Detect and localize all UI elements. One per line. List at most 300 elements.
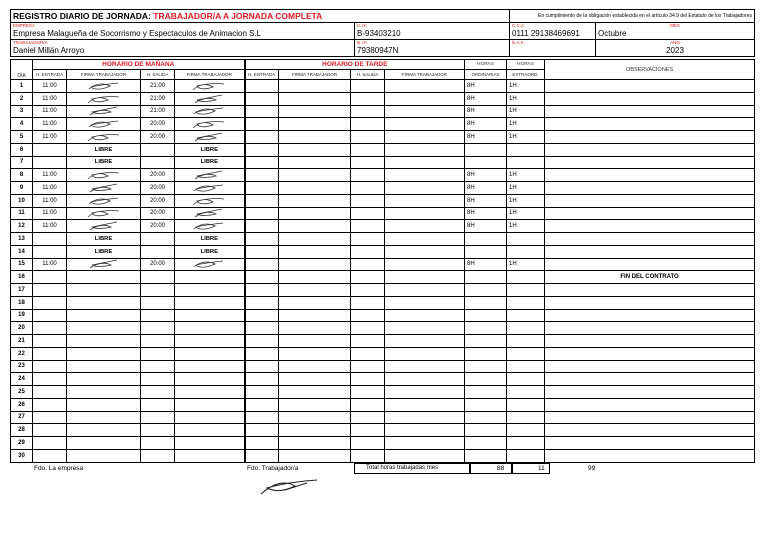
observaciones-cell (545, 105, 755, 118)
t-firma2-cell (385, 398, 465, 411)
extraord-cell (507, 322, 545, 335)
firma-entrada-cell (67, 296, 141, 309)
h-entrada-cell: 11:00 (33, 92, 67, 105)
firma-entrada-cell (67, 220, 141, 233)
extraord-cell: 1H (507, 169, 545, 182)
cif-value: B-93403210 (357, 29, 401, 38)
libre-cell: LIBRE (175, 143, 245, 156)
firma-salida-cell (175, 105, 245, 118)
table-row (11, 309, 755, 322)
dia-cell: 29 (11, 437, 33, 450)
h-entrada-cell (33, 449, 67, 462)
firma-entrada-cell (67, 437, 141, 450)
mes-value: Octubre (598, 29, 627, 38)
observaciones-cell (545, 143, 755, 156)
extraord-cell (507, 233, 545, 246)
t-salida-cell (351, 373, 385, 386)
nif-value: 79380947N (357, 46, 399, 55)
ccc-value: 0111 29138469691 (512, 29, 580, 38)
extraord-cell (507, 156, 545, 169)
table-row (11, 220, 755, 233)
ordinarias-cell: 8H (465, 182, 507, 195)
nif-cell: N.I.F. 79380947N (355, 40, 510, 57)
col-ordinarias: ORDINARIAS (465, 70, 507, 80)
firma-entrada-cell (67, 386, 141, 399)
observaciones-cell (545, 296, 755, 309)
col-group-horas: HORAS (465, 60, 507, 70)
dia-cell: 27 (11, 411, 33, 424)
t-entrada-cell (245, 309, 279, 322)
observaciones-cell (545, 207, 755, 220)
t-firma2-cell (385, 194, 465, 207)
h-entrada-cell: 11:00 (33, 194, 67, 207)
firma-salida-cell (175, 437, 245, 450)
firma-salida-cell (175, 118, 245, 131)
firma-entrada-cell (67, 309, 141, 322)
t-firma2-cell (385, 386, 465, 399)
t-firma-cell (279, 92, 351, 105)
ordinarias-cell (465, 437, 507, 450)
h-salida-cell: 20:00 (141, 207, 175, 220)
t-salida-cell (351, 296, 385, 309)
t-firma2-cell (385, 131, 465, 144)
h-entrada-cell: 11:00 (33, 131, 67, 144)
t-firma2-cell (385, 373, 465, 386)
col-firma-2: FIRMA TRABAJADOR (175, 70, 245, 80)
t-firma-cell (279, 449, 351, 462)
dia-cell: 11 (11, 207, 33, 220)
t-firma-cell (279, 411, 351, 424)
dia-cell: 4 (11, 118, 33, 131)
t-salida-cell (351, 118, 385, 131)
t-salida-cell (351, 386, 385, 399)
extraord-cell: 1H (507, 207, 545, 220)
trabajador-value: Daniel Millán Arroyo (13, 46, 85, 55)
ordinarias-cell (465, 335, 507, 348)
firma-entrada-cell (67, 271, 141, 284)
ordinarias-cell (465, 156, 507, 169)
table-row (11, 424, 755, 437)
h-entrada-cell: 11:00 (33, 220, 67, 233)
t-entrada-cell (245, 347, 279, 360)
t-firma2-cell (385, 143, 465, 156)
libre-cell: LIBRE (175, 245, 245, 258)
extraord-cell (507, 449, 545, 462)
firma-entrada-cell (67, 322, 141, 335)
ordinarias-cell (465, 347, 507, 360)
ordinarias-cell (465, 309, 507, 322)
ordinarias-cell: 8H (465, 131, 507, 144)
table-row (11, 143, 755, 156)
firma-entrada-cell (67, 92, 141, 105)
t-salida-cell (351, 449, 385, 462)
t-firma2-cell (385, 309, 465, 322)
h-salida-cell (141, 156, 175, 169)
h-salida-cell (141, 271, 175, 284)
footer (10, 463, 754, 497)
table-row (11, 411, 755, 424)
extraord-cell: 1H (507, 92, 545, 105)
table-row (11, 284, 755, 297)
table-row (11, 437, 755, 450)
anio-value: 2023 (666, 46, 684, 55)
h-salida-cell: 21:00 (141, 105, 175, 118)
ordinarias-cell: 8H (465, 169, 507, 182)
dia-cell: 9 (11, 182, 33, 195)
firma-entrada-cell (67, 207, 141, 220)
h-entrada-cell (33, 373, 67, 386)
t-salida-cell (351, 182, 385, 195)
firma-entrada-cell (67, 194, 141, 207)
t-firma-cell (279, 118, 351, 131)
observaciones-cell (545, 347, 755, 360)
h-salida-cell: 20:00 (141, 169, 175, 182)
dia-cell: 23 (11, 360, 33, 373)
extraord-cell (507, 424, 545, 437)
h-salida-cell (141, 360, 175, 373)
t-firma2-cell (385, 207, 465, 220)
col-group-tarde: HORARIO DE TARDE (245, 60, 465, 70)
observaciones-cell (545, 373, 755, 386)
col-extraord: EXTRAORD. (507, 70, 545, 80)
table-row (11, 398, 755, 411)
ordinarias-cell: 8H (465, 194, 507, 207)
t-firma2-cell (385, 233, 465, 246)
libre-cell: LIBRE (67, 143, 141, 156)
ccc-cell: C.C.C. 0111 29138469691 (510, 23, 596, 40)
t-firma-cell (279, 271, 351, 284)
h-entrada-cell: 11:00 (33, 258, 67, 271)
h-salida-cell: 20:00 (141, 258, 175, 271)
t-entrada-cell (245, 220, 279, 233)
extraord-cell: 1H (507, 258, 545, 271)
t-firma2-cell (385, 449, 465, 462)
firma-entrada-cell (67, 373, 141, 386)
observaciones-cell (545, 437, 755, 450)
observaciones-cell (545, 424, 755, 437)
h-entrada-cell (33, 233, 67, 246)
t-firma-cell (279, 220, 351, 233)
firma-salida-cell (175, 309, 245, 322)
t-firma-cell (279, 143, 351, 156)
t-salida-cell (351, 347, 385, 360)
extraord-cell (507, 360, 545, 373)
t-firma-cell (279, 347, 351, 360)
col-h-salida: H. SALIDA (141, 70, 175, 80)
firma-entrada-cell (67, 258, 141, 271)
dia-cell: 6 (11, 143, 33, 156)
t-entrada-cell (245, 271, 279, 284)
t-firma-cell (279, 245, 351, 258)
signature-icon (67, 81, 140, 91)
table-row (11, 182, 755, 195)
firma-entrada-cell (67, 169, 141, 182)
t-firma-cell (279, 258, 351, 271)
dia-cell: 25 (11, 386, 33, 399)
firma-entrada-cell (67, 398, 141, 411)
col-t-firma: FIRMA TRABAJADOR (279, 70, 351, 80)
t-entrada-cell (245, 296, 279, 309)
signature-icon (67, 119, 140, 129)
dia-cell: 30 (11, 449, 33, 462)
h-entrada-cell (33, 143, 67, 156)
h-salida-cell (141, 296, 175, 309)
firma-salida-cell (175, 335, 245, 348)
ordinarias-cell: 8H (465, 118, 507, 131)
observaciones-cell (545, 322, 755, 335)
total-ord-box (470, 463, 512, 474)
table-row (11, 80, 755, 93)
observaciones-cell (545, 220, 755, 233)
t-entrada-cell (245, 284, 279, 297)
t-salida-cell (351, 284, 385, 297)
t-salida-cell (351, 309, 385, 322)
dia-cell: 16 (11, 271, 33, 284)
t-firma2-cell (385, 424, 465, 437)
t-entrada-cell (245, 411, 279, 424)
t-firma-cell (279, 296, 351, 309)
col-t-entrada: H. ENTRADA (245, 70, 279, 80)
observaciones-cell (545, 309, 755, 322)
dia-cell: 3 (11, 105, 33, 118)
extraord-cell (507, 271, 545, 284)
table-row (11, 296, 755, 309)
mes-cell: MES Octubre (596, 23, 755, 40)
signature-icon (67, 94, 140, 104)
t-entrada-cell (245, 105, 279, 118)
firma-salida-cell (175, 92, 245, 105)
signature-icon (67, 221, 140, 231)
h-entrada-cell (33, 271, 67, 284)
h-entrada-cell (33, 398, 67, 411)
h-salida-cell (141, 322, 175, 335)
col-group-horas-extra: HORAS (507, 60, 545, 70)
worker-final-signature (255, 477, 325, 499)
ordinarias-cell (465, 271, 507, 284)
header-table (10, 9, 755, 57)
table-row (11, 271, 755, 284)
extraord-cell: 1H (507, 80, 545, 93)
h-salida-cell (141, 449, 175, 462)
h-salida-cell: 20:00 (141, 220, 175, 233)
firma-salida-cell (175, 398, 245, 411)
t-salida-cell (351, 233, 385, 246)
signature-icon (175, 81, 244, 91)
t-entrada-cell (245, 322, 279, 335)
observaciones-cell (545, 92, 755, 105)
naf-cell: N.A.F. (510, 40, 596, 57)
ordinarias-cell: 8H (465, 105, 507, 118)
firma-entrada-cell (67, 284, 141, 297)
table-row (11, 156, 755, 169)
firma-salida-cell (175, 220, 245, 233)
signature-icon (67, 170, 140, 180)
firma-entrada-cell (67, 182, 141, 195)
signature-icon (67, 259, 140, 269)
table-row (11, 245, 755, 258)
t-entrada-cell (245, 233, 279, 246)
h-entrada-cell: 11:00 (33, 182, 67, 195)
observaciones-cell (545, 182, 755, 195)
dia-cell: 12 (11, 220, 33, 233)
libre-cell: LIBRE (67, 156, 141, 169)
observaciones-cell (545, 398, 755, 411)
t-entrada-cell (245, 373, 279, 386)
dia-cell: 21 (11, 335, 33, 348)
firma-salida-cell (175, 284, 245, 297)
table-row (11, 258, 755, 271)
col-observaciones: OBSERVACIONES (545, 60, 755, 80)
fdo-empresa: Fdo. La empresa (34, 464, 84, 472)
firma-salida-cell (175, 424, 245, 437)
h-salida-cell (141, 424, 175, 437)
t-firma2-cell (385, 220, 465, 233)
t-entrada-cell (245, 437, 279, 450)
dia-cell: 18 (11, 296, 33, 309)
t-firma-cell (279, 335, 351, 348)
table-row (11, 347, 755, 360)
extraord-cell (507, 309, 545, 322)
firma-entrada-cell (67, 347, 141, 360)
observaciones-cell (545, 335, 755, 348)
extraord-cell (507, 398, 545, 411)
t-salida-cell (351, 322, 385, 335)
t-firma2-cell (385, 296, 465, 309)
t-firma2-cell (385, 105, 465, 118)
extraord-cell (507, 347, 545, 360)
t-entrada-cell (245, 194, 279, 207)
ordinarias-cell: 8H (465, 92, 507, 105)
t-firma-cell (279, 233, 351, 246)
extraord-cell (507, 245, 545, 258)
h-salida-cell (141, 284, 175, 297)
t-entrada-cell (245, 169, 279, 182)
t-salida-cell (351, 271, 385, 284)
h-salida-cell (141, 347, 175, 360)
t-firma-cell (279, 360, 351, 373)
t-firma-cell (279, 386, 351, 399)
t-firma-cell (279, 182, 351, 195)
extraord-cell (507, 373, 545, 386)
t-entrada-cell (245, 258, 279, 271)
signature-icon (175, 119, 244, 129)
t-firma2-cell (385, 258, 465, 271)
observaciones-cell (545, 284, 755, 297)
dia-cell: 22 (11, 347, 33, 360)
extraord-cell: 1H (507, 182, 545, 195)
t-firma-cell (279, 194, 351, 207)
dia-cell: 15 (11, 258, 33, 271)
cif-cell: C.I.F. B-93403210 (355, 23, 510, 40)
t-entrada-cell (245, 398, 279, 411)
t-firma2-cell (385, 411, 465, 424)
t-firma2-cell (385, 245, 465, 258)
t-entrada-cell (245, 131, 279, 144)
h-entrada-cell (33, 284, 67, 297)
h-salida-cell (141, 335, 175, 348)
t-firma-cell (279, 309, 351, 322)
table-row (11, 194, 755, 207)
anio-cell: AÑO 2023 (596, 40, 755, 57)
h-entrada-cell (33, 309, 67, 322)
t-firma-cell (279, 424, 351, 437)
extraord-cell: 1H (507, 105, 545, 118)
t-salida-cell (351, 258, 385, 271)
t-salida-cell (351, 143, 385, 156)
t-firma2-cell (385, 284, 465, 297)
dia-cell: 24 (11, 373, 33, 386)
signature-icon (175, 94, 244, 104)
ordinarias-cell (465, 143, 507, 156)
table-row (11, 169, 755, 182)
extraord-cell (507, 411, 545, 424)
dia-cell: 20 (11, 322, 33, 335)
dia-cell: 1 (11, 80, 33, 93)
ordinarias-cell (465, 386, 507, 399)
firma-salida-cell (175, 386, 245, 399)
table-row (11, 449, 755, 462)
t-salida-cell (351, 92, 385, 105)
h-entrada-cell: 11:00 (33, 80, 67, 93)
h-entrada-cell (33, 335, 67, 348)
t-entrada-cell (245, 156, 279, 169)
firma-salida-cell (175, 258, 245, 271)
table-row (11, 105, 755, 118)
firma-entrada-cell (67, 424, 141, 437)
timesheet (10, 9, 754, 497)
t-entrada-cell (245, 335, 279, 348)
t-salida-cell (351, 220, 385, 233)
dia-cell: 7 (11, 156, 33, 169)
ordinarias-cell (465, 284, 507, 297)
h-entrada-cell (33, 156, 67, 169)
firma-salida-cell (175, 271, 245, 284)
libre-cell: LIBRE (175, 156, 245, 169)
observaciones-cell (545, 169, 755, 182)
dia-cell: 10 (11, 194, 33, 207)
table-row (11, 233, 755, 246)
firma-salida-cell (175, 360, 245, 373)
signature-icon (175, 183, 244, 193)
dia-cell: 19 (11, 309, 33, 322)
h-entrada-cell: 11:00 (33, 207, 67, 220)
signature-icon (67, 132, 140, 142)
h-salida-cell (141, 233, 175, 246)
signature-icon (175, 106, 244, 116)
table-row (11, 118, 755, 131)
libre-cell: LIBRE (175, 233, 245, 246)
t-entrada-cell (245, 207, 279, 220)
firma-salida-cell (175, 182, 245, 195)
h-salida-cell (141, 143, 175, 156)
observaciones-cell (545, 245, 755, 258)
h-entrada-cell: 11:00 (33, 105, 67, 118)
h-salida-cell (141, 245, 175, 258)
firma-salida-cell (175, 449, 245, 462)
t-salida-cell (351, 131, 385, 144)
h-entrada-cell: 11:00 (33, 169, 67, 182)
t-entrada-cell (245, 386, 279, 399)
signature-icon (175, 170, 244, 180)
h-salida-cell: 21:00 (141, 80, 175, 93)
col-h-entrada: H. ENTRADA (33, 70, 67, 80)
empresa-value: Empresa Malagueña de Socorrismo y Espectaculos de Animacion S.L (13, 29, 262, 38)
signature-icon (67, 208, 140, 218)
t-firma-cell (279, 169, 351, 182)
h-entrada-cell (33, 360, 67, 373)
t-entrada-cell (245, 80, 279, 93)
col-t-firma-2: FIRMA TRABAJADOR (385, 70, 465, 80)
